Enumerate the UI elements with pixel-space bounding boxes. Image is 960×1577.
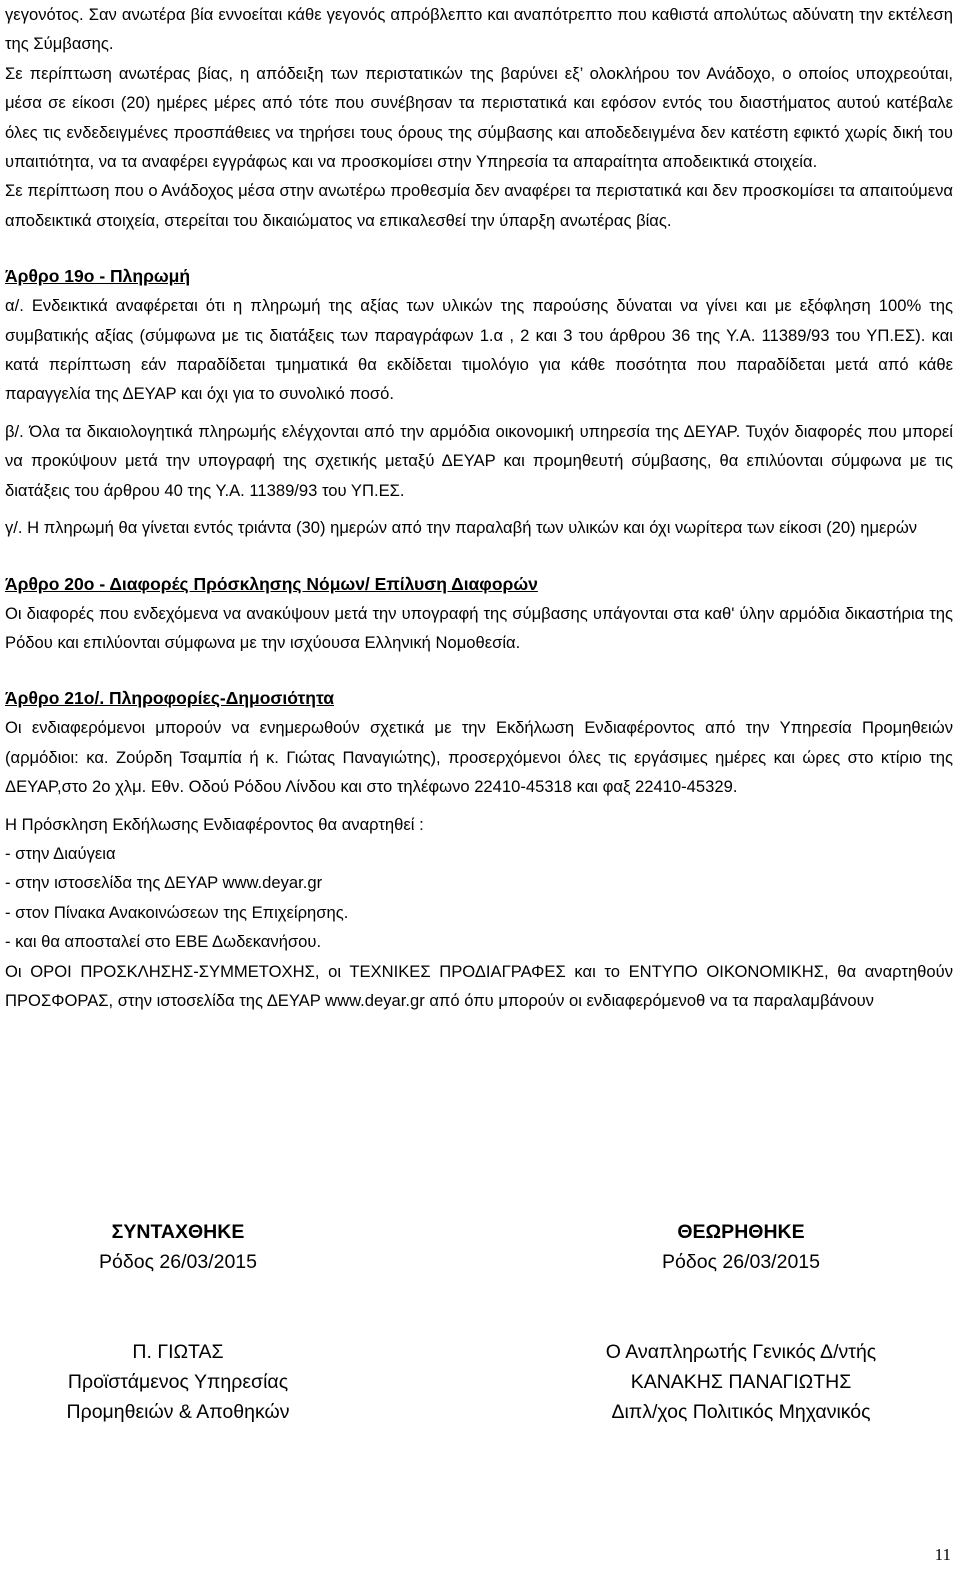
- signature-left-name: Π. ΓΙΩΤΑΣ: [132, 1341, 224, 1363]
- signature-right-role: ΚΑΝΑΚΗΣ ΠΑΝΑΓΙΩΤΗΣ: [630, 1371, 852, 1393]
- paragraph-force-majeure-deadline: Σε περίπτωση που ο Ανάδοχος μέσα στην ανωτέρω προθεσμία δεν αναφέρει τα περιστατικά και δεν προσκομίσει τα απαιτούμενα αποδεικτικά στοιχεία, στερείται του δικαιώματος να επικαλεσθεί την ύπαρξη ανωτέρας βίας.: [5, 181, 953, 230]
- signature-left-title: ΣΥΝΤΑΧΘΗΚΕ: [111, 1221, 245, 1243]
- publication-item: - στην Διαύγεια: [5, 843, 116, 863]
- article-21-heading: Άρθρο 21ο/. Πληροφορίες-Δημοσιότητα: [5, 688, 335, 709]
- signature-right-role: Διπλ/χος Πολιτικός Μηχανικός: [611, 1401, 871, 1423]
- article-21-text: Οι ενδιαφερόμενοι μπορούν να ενημερωθούν σχετικά με την Εκδήλωση Ενδιαφέροντος από την Υπηρεσία Προμηθειών (αρμόδιοι: κα. Ζούρδη Τσαμπία ή κ. Γιώτας Παναγιώτης), προσερχόμενοι όλες τις εργάσιμες ημέρες και ώρες στο κτίριο της ΔΕΥΑΡ,στο 2ο χλμ. Εθν. Οδού Ρόδου Λίνδου και στο τηλέφωνο 22410-45318 και φαξ 22410-45329.: [5, 718, 953, 797]
- signature-right-date: Ρόδος 26/03/2015: [662, 1251, 820, 1273]
- publication-closing: Οι ΟΡΟΙ ΠΡΟΣΚΛΗΣΗΣ-ΣΥΜΜΕΤΟΧΗΣ, οι ΤΕΧΝΙΚΕΣ ΠΡΟΔΙΑΓΡΑΦΕΣ και το ΕΝΤΥΠΟ ΟΙΚΟΝΟΜΙΚΗΣ, θα αναρτηθούν ΠΡΟΣΦΟΡΑΣ, στην ιστοσελίδα της ΔΕΥΑΡ www.deyar.gr από όπυ μπορούν οι ενδιαφερόμενοθ να τα παραλαμβάνουν: [5, 961, 953, 1010]
- signature-left-role: Προμηθειών & Αποθηκών: [66, 1401, 290, 1423]
- article-19-heading: Άρθρο 19ο - Πληρωμή: [5, 266, 191, 287]
- signature-right-title: ΘΕΩΡΗΘΗΚΕ: [677, 1221, 805, 1243]
- signature-left-role: Προϊστάμενος Υπηρεσίας: [67, 1371, 289, 1393]
- document-page: [5, 0, 953, 1015]
- paragraph-force-majeure-end: γεγονότος. Σαν ανωτέρα βία εννοείται κάθε γεγονός απρόβλεπτο και αναπότρεπτο που καθιστά απολύτως αδύνατη την εκτέλεση της Σύμβασης.: [5, 5, 953, 54]
- article-20-text: Οι διαφορές που ενδεχόμενα να ανακύψουν μετά την υπογραφή της σύμβασης υπάγονται στα καθ' ύλην αρμόδια δικαστήρια της Ρόδου και επιλύονται σύμφωνα με την ισχύουσα Ελληνική Νομοθεσία.: [5, 603, 953, 652]
- signature-left: [40, 1217, 316, 1427]
- signature-right-name: Ο Αναπληρωτής Γενικός Δ/ντής: [605, 1341, 877, 1363]
- signature-left-date: Ρόδος 26/03/2015: [99, 1251, 257, 1273]
- article-19-clause-c: γ/. Η πληρωμή θα γίνεται εντός τριάντα (30) ημερών από την παραλαβή των υλικών και όχι νωρίτερα των είκοσι (20) ημερών: [5, 518, 918, 538]
- paragraph-force-majeure-proof: Σε περίπτωση ανωτέρας βίας, η απόδειξη των περιστατικών της βαρύνει εξ’ ολοκλήρου τον Ανάδοχο, ο οποίος υποχρεούται, μέσα σε είκοσι (20) ημέρες μέρες από τότε που συνέβησαν τα περιστατικά και εφόσον εντός του διαστήματος αυτού κατέβαλε όλες τις ενδεδειγμένες προσπάθειες να τηρήσει τους όρους της σύμβασης και αποδεδειγμένα δεν κατέστη εφικτό χωρίς δική του υπαιτιότητα, να τα αναφέρει εγγράφως και να προσκομίσει στην Υπηρεσία τα απαραίτητα αποδεικτικά στοιχεία.: [5, 63, 953, 172]
- publication-item: - στον Πίνακα Ανακοινώσεων της Επιχείρησης.: [5, 902, 349, 922]
- publication-intro: Η Πρόσκληση Εκδήλωσης Ενδιαφέροντος θα αναρτηθεί :: [5, 814, 424, 834]
- signature-right: [564, 1217, 918, 1427]
- page-number: 11: [934, 1545, 951, 1564]
- publication-item: - και θα αποσταλεί στο ΕΒΕ Δωδεκανήσου.: [5, 932, 322, 952]
- article-19-clause-b: β/. Όλα τα δικαιολογητικά πληρωμής ελέγχονται από την αρμόδια οικονομική υπηρεσία της ΔΕΥΑΡ. Τυχόν διαφορές που μπορεί να προκύψουν μετά την υπογραφή της σχετικής μεταξύ ΔΕΥΑΡ και προμηθευτή σύμβασης, θα επιλύονται σύμφωνα με τις διατάξεις του άρθρου 40 της Υ.Α. 11389/93 του ΥΠ.ΕΣ.: [5, 421, 953, 500]
- article-20-heading: Άρθρο 20ο - Διαφορές Πρόσκλησης Νόμων/ Επίλυση Διαφορών: [5, 573, 538, 594]
- article-19-clause-a: α/. Ενδεικτικά αναφέρεται ότι η πληρωμή της αξίας των υλικών της παρούσης δύναται να γίνει και με εξόφληση 100% της συμβατικής αξίας (σύμφωνα με τις διατάξεις των παραγράφων 1.α , 2 και 3 του άρθρου 36 της Υ.Α. 11389/93 του ΥΠ.ΕΣ). και κατά περίπτωση εάν παραδίδεται τμηματικά θα εκδίδεται τιμολόγιο για κάθε ποσότητα που παραδίδεται μετά από κάθε παραγγελία της ΔΕΥΑΡ και όχι για το συνολικό ποσό.: [5, 296, 953, 404]
- publication-item: - στην ιστοσελίδα της ΔΕΥΑΡ www.deyar.gr: [5, 873, 323, 893]
